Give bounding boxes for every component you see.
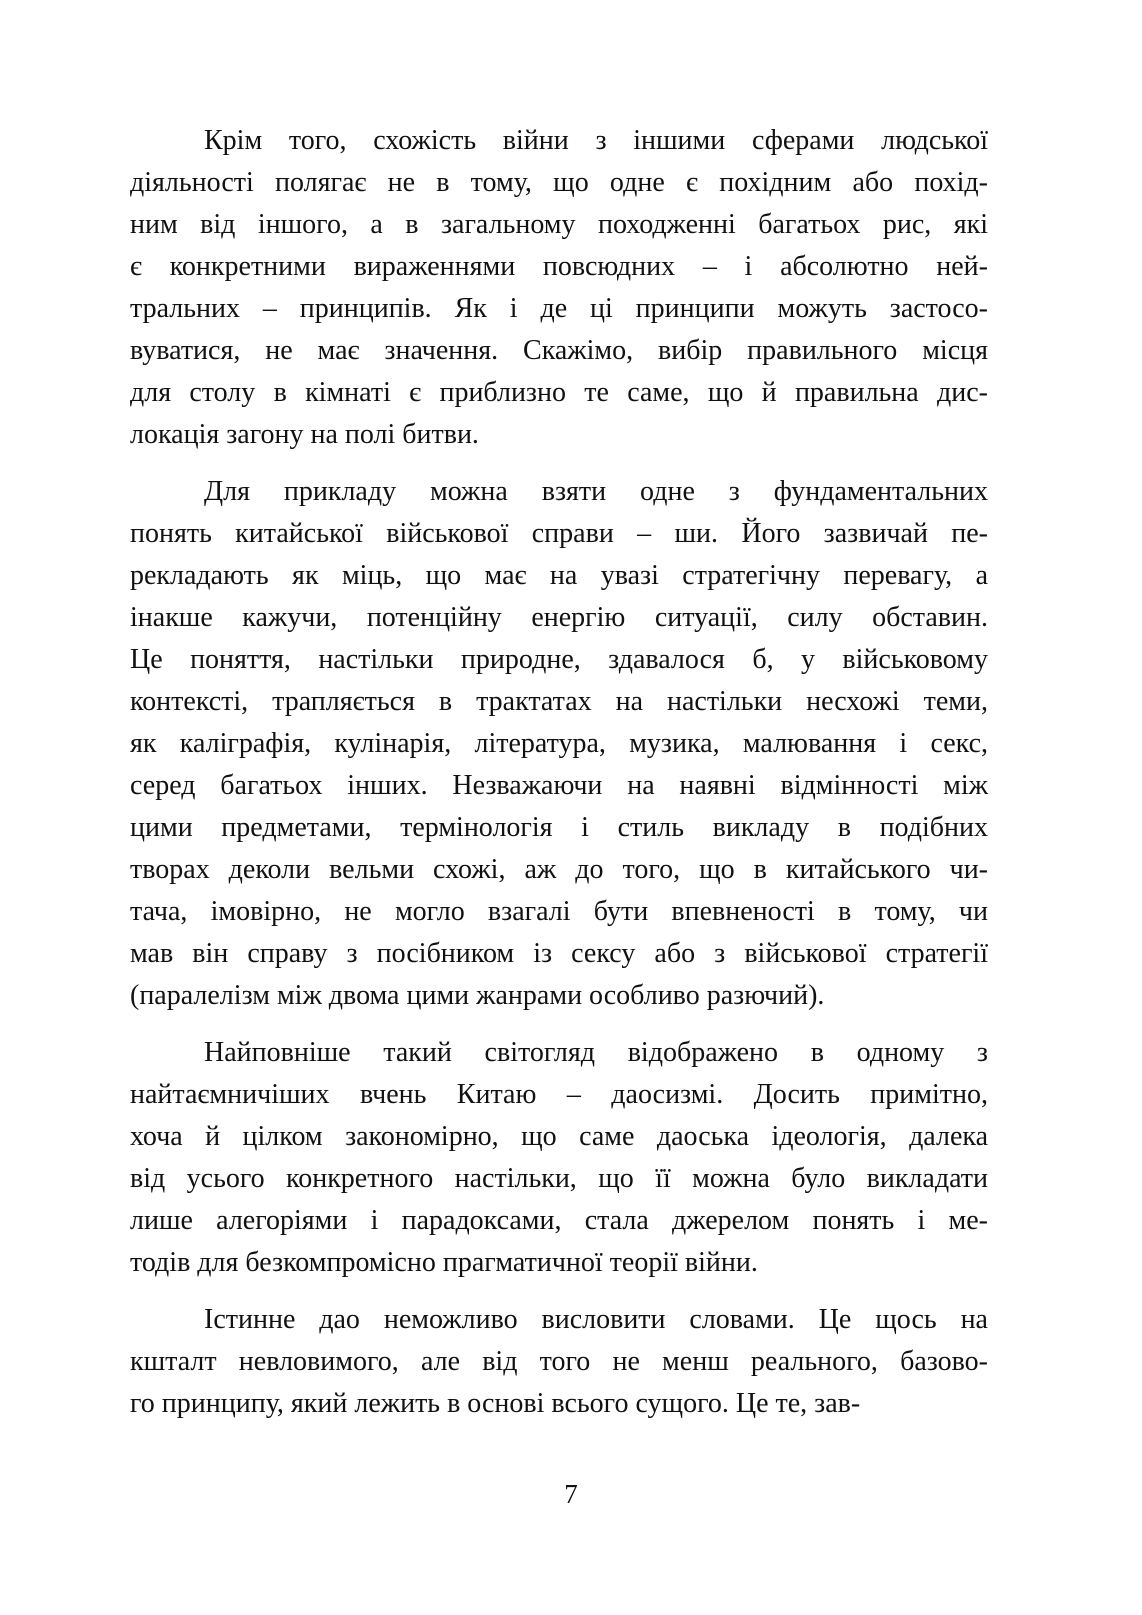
text-line: тача, імовірно, не могло взагалі бути впевненості в тому, чи bbox=[130, 896, 988, 927]
text-line: Найповніше такий світогляд відображено в одному з bbox=[204, 1037, 988, 1068]
text-line: тральних – принципів. Як і де ці принципи можуть застосо- bbox=[130, 293, 988, 324]
text-line: понять китайської військової справи – ши. Його зазвичай пе- bbox=[130, 518, 988, 549]
text-line: діяльності полягає не в тому, що одне є похідним або похід- bbox=[130, 167, 988, 198]
text-line: від усього конкретного настільки, що її можна було викладати bbox=[130, 1163, 988, 1194]
text-line: хоча й цілком закономірно, що саме даоська ідеологія, далека bbox=[130, 1121, 988, 1152]
text-line: цими предметами, термінологія і стиль викладу в подібних bbox=[130, 812, 988, 843]
page-number: 7 bbox=[564, 1479, 578, 1509]
text-line: серед багатьох інших. Незважаючи на наявні відмінності між bbox=[130, 770, 988, 801]
text-line: тодів для безкомпромісно прагматичної теорії війни. bbox=[130, 1247, 758, 1278]
text-line: творах деколи вельми схожі, аж до того, що в китайського чи- bbox=[130, 854, 988, 885]
text-line: Для прикладу можна взяти одне з фундаментальних bbox=[204, 476, 988, 507]
text-line: ним від іншого, а в загальному походженні багатьох рис, які bbox=[130, 209, 988, 240]
text-line: для столу в кімнаті є приблизно те саме, що й правильна дис- bbox=[130, 377, 988, 408]
text-line: кшталт невловимого, але від того не менш реального, базово- bbox=[130, 1346, 988, 1377]
text-line: як каліграфія, кулінарія, література, музика, малювання і секс, bbox=[130, 728, 988, 759]
text-line: Істинне дао неможливо висловити словами. Це щось на bbox=[204, 1304, 988, 1335]
text-line: Крім того, схожість війни з іншими сферами людської bbox=[204, 125, 988, 156]
paragraph bbox=[130, 471, 988, 1017]
paragraph bbox=[130, 1299, 988, 1425]
text-line: найтаємничіших вчень Китаю – даосизмі. Досить примітно, bbox=[130, 1079, 988, 1110]
text-line: Це поняття, настільки природне, здавалося б, у військовому bbox=[130, 644, 988, 675]
text-line: мав він справу з посібником із сексу або з військової стратегії bbox=[130, 938, 988, 969]
paragraph bbox=[130, 1032, 988, 1284]
text-line: го принципу, який лежить в основі всього сущого. Це те, зав- bbox=[130, 1388, 861, 1419]
text-line: контексті, трапляється в трактатах на настільки несхожі теми, bbox=[130, 686, 988, 717]
text-line: (паралелізм між двома цими жанрами особливо разючий). bbox=[130, 980, 825, 1011]
text-line: лише алегоріями і парадоксами, стала джерелом понять і ме- bbox=[130, 1205, 988, 1236]
text-block bbox=[130, 120, 988, 1440]
text-line: вуватися, не має значення. Скажімо, вибір правильного місця bbox=[130, 335, 988, 366]
paragraph bbox=[130, 120, 988, 456]
text-line: рекладають як міць, що має на увазі стратегічну перевагу, а bbox=[130, 560, 988, 591]
text-line: є конкретними вираженнями повсюдних – і абсолютно ней- bbox=[130, 251, 988, 282]
text-line: локація загону на полі битви. bbox=[130, 419, 479, 450]
text-line: інакше кажучи, потенційну енергію ситуації, силу обставин. bbox=[130, 602, 988, 633]
